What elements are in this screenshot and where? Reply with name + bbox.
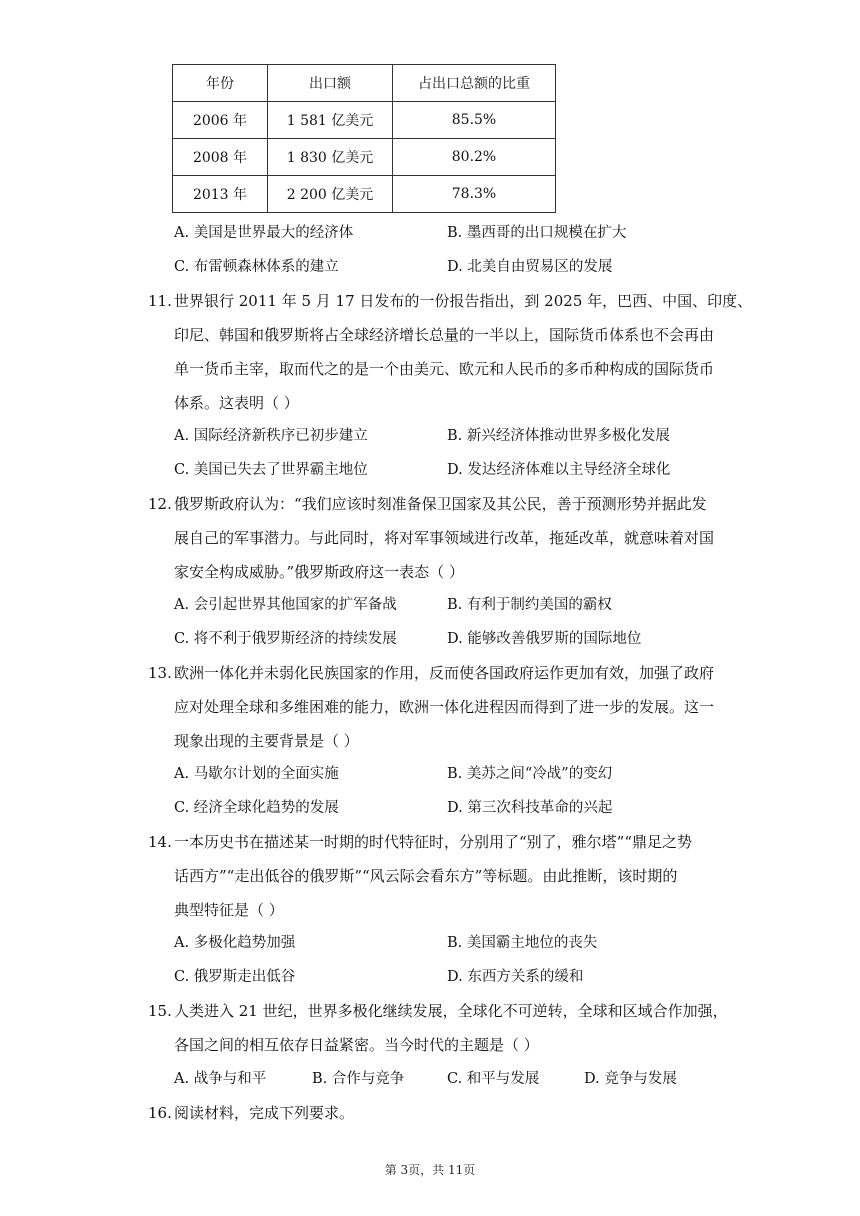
q12-number: 12. xyxy=(148,495,172,513)
table-cell: 85.5% xyxy=(393,102,556,139)
q12-option-d: D. 能够改善俄罗斯的国际地位 xyxy=(447,631,642,647)
q15-number: 15. xyxy=(148,1002,172,1020)
q11-option-b: B. 新兴经济体推动世界多极化发展 xyxy=(447,428,670,444)
table-row xyxy=(173,139,556,176)
q11-option-d: D. 发达经济体难以主导经济全球化 xyxy=(447,462,671,478)
q11-option-a: A. 国际经济新秩序已初步建立 xyxy=(174,428,368,444)
q14-line: 典型特征是（ ） xyxy=(174,901,284,919)
q12-line: 家安全构成威胁。”俄罗斯政府这一表态（ ） xyxy=(174,563,464,581)
q14-option-b: B. 美国霸主地位的丧失 xyxy=(447,935,598,951)
table-cell: 80.2% xyxy=(393,139,556,176)
q11-option-c: C. 美国已失去了世界霸主地位 xyxy=(174,462,368,478)
q13-line: 应对处理全球和多维困难的能力，欧洲一体化进程因而得到了进一步的发展。这一 xyxy=(174,698,715,716)
q12-option-c: C. 将不利于俄罗斯经济的持续发展 xyxy=(174,631,397,647)
q13-option-c: C. 经济全球化趋势的发展 xyxy=(174,800,339,816)
q12-option-b: B. 有利于制约美国的霸权 xyxy=(447,597,612,613)
q14-number: 14. xyxy=(148,833,172,851)
q11-line: 印尼、韩国和俄罗斯将占全球经济增长总量的一半以上，国际货币体系也不会再由 xyxy=(174,326,715,344)
table-header-cell: 年份 xyxy=(173,65,268,102)
table-header-cell: 出口额 xyxy=(268,65,393,102)
q11-line: 世界银行 2011 年 5 月 17 日发布的一份报告指出，到 2025 年，巴西、中国、印度、 xyxy=(174,292,753,310)
q10-option-d: D. 北美自由贸易区的发展 xyxy=(447,259,613,275)
q15-line: 各国之间的相互依存日益紧密。当今时代的主题是（ ） xyxy=(174,1036,539,1054)
q11-number: 11. xyxy=(148,292,172,310)
q16-text: 阅读材料，完成下列要求。 xyxy=(174,1104,355,1122)
table-header-cell: 占出口总额的比重 xyxy=(393,65,556,102)
q12-option-a: A. 会引起世界其他国家的扩军备战 xyxy=(174,597,397,613)
q10-option-a: A. 美国是世界最大的经济体 xyxy=(174,225,354,241)
table-cell: 2008 年 xyxy=(173,139,268,176)
q15-option-d: D. 竞争与发展 xyxy=(584,1071,677,1087)
table-cell: 2 200 亿美元 xyxy=(268,176,393,213)
table-cell: 1 830 亿美元 xyxy=(268,139,393,176)
table-cell: 2006 年 xyxy=(173,102,268,139)
q13-line: 欧洲一体化并未弱化民族国家的作用，反而使各国政府运作更加有效，加强了政府 xyxy=(174,664,715,682)
q14-line: 一本历史书在描述某一时期的时代特征时，分别用了“别了，雅尔塔”“鼎足之势 xyxy=(174,833,693,851)
table-cell: 78.3% xyxy=(393,176,556,213)
q13-line: 现象出现的主要背景是（ ） xyxy=(174,732,359,750)
q15-option-a: A. 战争与和平 xyxy=(174,1071,267,1087)
q11-line: 体系。这表明（ ） xyxy=(174,394,299,412)
q15-option-c: C. 和平与发展 xyxy=(447,1071,540,1087)
q12-line: 展自己的军事潜力。与此同时，将对军事领域进行改革，拖延改革，就意味着对国 xyxy=(174,529,715,547)
q10-option-b: B. 墨西哥的出口规模在扩大 xyxy=(447,225,627,241)
table-header-row xyxy=(173,65,556,102)
q13-number: 13. xyxy=(148,664,172,682)
export-table xyxy=(172,64,556,213)
page-footer: 第 3页，共 11页 xyxy=(384,1163,476,1177)
q14-option-c: C. 俄罗斯走出低谷 xyxy=(174,969,296,985)
q16-number: 16. xyxy=(148,1104,172,1122)
table-cell: 2013 年 xyxy=(173,176,268,213)
q13-option-d: D. 第三次科技革命的兴起 xyxy=(447,800,613,816)
q13-option-a: A. 马歇尔计划的全面实施 xyxy=(174,766,339,782)
q12-line: 俄罗斯政府认为：“我们应该时刻准备保卫国家及其公民，善于预测形势并据此发 xyxy=(174,495,707,513)
q15-line: 人类进入 21 世纪，世界多极化继续发展，全球化不可逆转，全球和区域合作加强， xyxy=(174,1002,728,1020)
table-row xyxy=(173,176,556,213)
q14-line: 话西方”“走出低谷的俄罗斯”“风云际会看东方”等标题。由此推断，该时期的 xyxy=(174,867,678,885)
q13-option-b: B. 美苏之间“冷战”的变幻 xyxy=(447,766,613,782)
q14-option-a: A. 多极化趋势加强 xyxy=(174,935,296,951)
table-row xyxy=(173,102,556,139)
q14-option-d: D. 东西方关系的缓和 xyxy=(447,969,584,985)
q10-option-c: C. 布雷顿森林体系的建立 xyxy=(174,259,339,275)
q15-option-b: B. 合作与竞争 xyxy=(312,1071,405,1087)
table-cell: 1 581 亿美元 xyxy=(268,102,393,139)
q11-line: 单一货币主宰，取而代之的是一个由美元、欧元和人民币的多币种构成的国际货币 xyxy=(174,360,715,378)
